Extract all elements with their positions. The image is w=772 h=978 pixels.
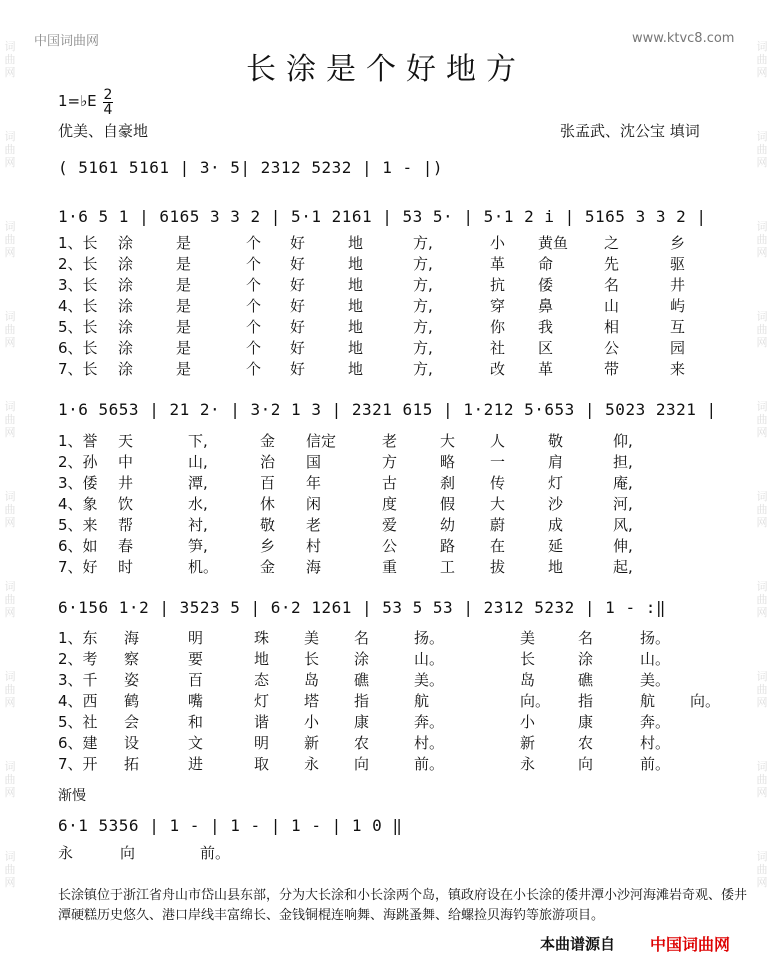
lyric-cell: 革 — [538, 360, 554, 378]
lyric-cell: 老 — [382, 432, 398, 450]
lyric-cell: 我 — [538, 318, 554, 336]
lyric-cell: 驱 — [670, 255, 686, 273]
lyric-cell: 在 — [490, 537, 506, 555]
lyric-cell: 年 — [306, 474, 322, 492]
lyric-cell: 方, — [413, 318, 433, 336]
lyric-cell: 和 — [188, 713, 204, 731]
lyric-cell: 先 — [604, 255, 620, 273]
lyric-cell: 涂 — [578, 650, 594, 668]
lyric-row — [58, 753, 738, 775]
lyric-cell: 山。 — [640, 650, 671, 668]
lyric-cell: 3、倭 — [58, 474, 98, 492]
lyric-cell: 礁 — [578, 671, 594, 689]
lyric-cell: 一 — [490, 453, 506, 471]
lyric-cell: 2、长 — [58, 255, 98, 273]
lyric-cell: 扬。 — [640, 629, 671, 647]
watermark-glyph: 词 曲 网 — [4, 130, 16, 169]
watermark-glyph: 词 曲 网 — [4, 220, 16, 259]
lyric-cell: 设 — [124, 734, 140, 752]
lyric-cell: 个 — [246, 297, 262, 315]
lyric-cell: 航 — [414, 692, 430, 710]
lyric-row — [58, 472, 738, 494]
lyric-cell: 爱 — [382, 516, 398, 534]
lyric-cell: 黄鱼 — [538, 234, 569, 252]
lyric-cell: 态 — [254, 671, 270, 689]
lyric-cell: 塔 — [304, 692, 320, 710]
lyric-cell: 你 — [490, 318, 506, 336]
lyric-cell: 好 — [290, 297, 306, 315]
lyric-cell: 美。 — [414, 671, 445, 689]
lyric-cell: 1、誉 — [58, 432, 98, 450]
lyric-cell: 区 — [538, 339, 554, 357]
lyric-cell: 好 — [290, 255, 306, 273]
notation-line-1: 1·6 5 1 | 6165 3 3 2 | 5·1 2161 | 53 5· | 5·1 2 i | 5165 3 3 2 | — [58, 207, 707, 226]
key-signature: 1=♭E — [58, 92, 97, 110]
lyric-cell: 之 — [604, 234, 620, 252]
lyric-cell: 嘴 — [188, 692, 204, 710]
lyric-cell: 美。 — [640, 671, 671, 689]
lyric-cell: 美 — [520, 629, 536, 647]
lyric-cell: 是 — [176, 339, 192, 357]
lyric-cell: 航 — [640, 692, 656, 710]
lyric-cell: 康 — [354, 713, 370, 731]
lyric-cell: 园 — [670, 339, 686, 357]
lyric-cell: 信定 — [306, 432, 337, 450]
lyric-cell: 大 — [440, 432, 456, 450]
lyric-cell: 带 — [604, 360, 620, 378]
lyric-cell: 成 — [548, 516, 564, 534]
lyric-cell: 仰, — [613, 432, 633, 450]
lyric-cell: 相 — [604, 318, 620, 336]
lyric-cell: 工 — [440, 558, 456, 576]
lyric-cell: 水, — [188, 495, 208, 513]
watermark-glyph: 词 曲 网 — [756, 310, 768, 349]
lyric-cell: 井 — [118, 474, 134, 492]
lyric-cell: 岛 — [520, 671, 536, 689]
lyric-row — [58, 669, 738, 691]
lyric-cell: 传 — [490, 474, 506, 492]
lyric-row — [58, 493, 738, 515]
lyric-cell: 村。 — [640, 734, 671, 752]
lyric-cell: 方, — [413, 297, 433, 315]
lyric-cell: 沙 — [548, 495, 564, 513]
lyric-cell: 革 — [490, 255, 506, 273]
lyric-cell: 治 — [260, 453, 276, 471]
lyric-cell: 公 — [604, 339, 620, 357]
lyric-cell: 命 — [538, 255, 554, 273]
lyric-cell: 3、长 — [58, 276, 98, 294]
lyric-cell: 扬。 — [414, 629, 445, 647]
lyric-cell: 地 — [348, 339, 364, 357]
lyric-cell: 拓 — [124, 755, 140, 773]
lyric-cell: 倭 — [538, 276, 554, 294]
lyric-cell: 井 — [670, 276, 686, 294]
watermark-glyph: 词 曲 网 — [756, 40, 768, 79]
lyric-cell: 灯 — [548, 474, 564, 492]
lyric-row — [58, 514, 738, 536]
lyric-cell: 是 — [176, 276, 192, 294]
lyric-cell: 刹 — [440, 474, 456, 492]
lyric-row — [58, 451, 738, 473]
lyric-cell: 敬 — [260, 516, 276, 534]
lyric-cell: 4、西 — [58, 692, 98, 710]
lyric-cell: 是 — [176, 255, 192, 273]
lyric-cell: 金 — [260, 432, 276, 450]
lyric-cell: 方, — [413, 234, 433, 252]
lyric-cell: 永 — [520, 755, 536, 773]
watermark-glyph: 词 曲 网 — [756, 490, 768, 529]
lyric-row — [58, 535, 738, 557]
lyric-cell: 伸, — [613, 537, 633, 555]
lyric-cell: 个 — [246, 339, 262, 357]
lyric-cell: 个 — [246, 276, 262, 294]
lyric-cell: 长 — [304, 650, 320, 668]
watermark-glyph: 词 曲 网 — [4, 310, 16, 349]
lyric-cell: 老 — [306, 516, 322, 534]
lyric-cell: 永 — [304, 755, 320, 773]
lyric-cell: 鼻 — [538, 297, 554, 315]
lyric-cell: 金 — [260, 558, 276, 576]
watermark-glyph: 词 曲 网 — [4, 670, 16, 709]
lyric-cell: 察 — [124, 650, 140, 668]
lyric-cell: 6、长 — [58, 339, 98, 357]
lyric-cell: 向 — [354, 755, 370, 773]
lyric-cell: 担, — [613, 453, 633, 471]
lyric-cell: 改 — [490, 360, 506, 378]
lyric-cell: 指 — [578, 692, 594, 710]
lyric-cell: 帮 — [118, 516, 134, 534]
lyric-cell: 天 — [118, 432, 134, 450]
watermark-glyph: 词 曲 网 — [4, 760, 16, 799]
lyric-cell: 涂 — [118, 234, 134, 252]
lyric-cell: 会 — [124, 713, 140, 731]
lyric-cell: 2、孙 — [58, 453, 98, 471]
lyric-cell: 略 — [440, 453, 456, 471]
lyric-cell: 指 — [354, 692, 370, 710]
lyric-cell: 涂 — [118, 360, 134, 378]
lyric-cell: 潭, — [188, 474, 208, 492]
lyric-row — [58, 430, 738, 452]
lyric-cell: 是 — [176, 297, 192, 315]
tempo-mark: 渐慢 — [58, 788, 86, 804]
expression-mark: 优美、自豪地 — [58, 122, 149, 140]
lyric-cell: 方, — [413, 339, 433, 357]
lyric-cell: 方 — [382, 453, 398, 471]
lyric-cell: 明 — [188, 629, 204, 647]
lyric-cell: 珠 — [254, 629, 270, 647]
lyric-cell: 地 — [254, 650, 270, 668]
lyric-cell: 个 — [246, 318, 262, 336]
lyric-cell: 度 — [382, 495, 398, 513]
lyric-cell: 时 — [118, 558, 134, 576]
lyric-cell: 名 — [578, 629, 594, 647]
lyric-row — [58, 627, 738, 649]
ending-lyric-2: 向 — [120, 844, 136, 862]
lyric-cell: 互 — [670, 318, 686, 336]
notation-line-3: 6·156 1·2 | 3523 5 | 6·2 1261 | 53 5 53 | 2312 5232 | 1 - :‖ — [58, 598, 666, 617]
lyric-cell: 河, — [613, 495, 633, 513]
watermark-glyph: 词 曲 网 — [756, 130, 768, 169]
lyric-cell: 涂 — [118, 276, 134, 294]
lyric-cell: 个 — [246, 360, 262, 378]
lyric-cell: 山 — [604, 297, 620, 315]
lyric-cell: 笋, — [188, 537, 208, 555]
lyric-cell: 好 — [290, 339, 306, 357]
lyric-cell: 5、长 — [58, 318, 98, 336]
lyric-cell: 个 — [246, 234, 262, 252]
lyric-row — [58, 711, 738, 733]
lyric-cell: 文 — [188, 734, 204, 752]
lyric-cell: 向。 — [690, 692, 721, 710]
lyric-cell: 山。 — [414, 650, 445, 668]
lyric-cell: 涂 — [118, 318, 134, 336]
lyric-row — [58, 274, 738, 296]
lyric-cell: 7、开 — [58, 755, 98, 773]
lyric-cell: 向。 — [520, 692, 551, 710]
lyric-cell: 屿 — [670, 297, 686, 315]
lyric-row — [58, 358, 738, 380]
lyric-cell: 路 — [440, 537, 456, 555]
watermark-glyph: 词 曲 网 — [4, 40, 16, 79]
lyric-cell: 中 — [118, 453, 134, 471]
lyric-cell: 地 — [348, 255, 364, 273]
footer-note: 长涂镇位于浙江省舟山市岱山县东部，分为大长涂和小长涂两个岛，镇政府设在小长涂的倭井潭小沙河海滩岩奇观、倭井潭硬糕历史悠久、港口岸线丰富绵长、金钱铜棍连响舞、海跳蚤舞、给螺捡贝海钓等旅游项目。 — [58, 888, 748, 923]
lyric-cell: 来 — [670, 360, 686, 378]
watermark-glyph: 词 曲 网 — [4, 400, 16, 439]
lyric-cell: 前。 — [640, 755, 671, 773]
lyric-cell: 衬, — [188, 516, 208, 534]
lyric-cell: 幼 — [440, 516, 456, 534]
lyric-cell: 饮 — [118, 495, 134, 513]
site-url-right: www.ktvc8.com — [632, 31, 735, 46]
lyric-cell: 7、长 — [58, 360, 98, 378]
watermark-glyph: 词 曲 网 — [4, 490, 16, 529]
lyricist-credit: 张孟武、沈公宝 填词 — [560, 122, 700, 140]
lyric-cell: 6、如 — [58, 537, 98, 555]
lyric-cell: 4、象 — [58, 495, 98, 513]
lyric-cell: 新 — [520, 734, 536, 752]
lyric-cell: 美 — [304, 629, 320, 647]
lyric-cell: 海 — [124, 629, 140, 647]
lyric-cell: 闲 — [306, 495, 322, 513]
lyric-cell: 明 — [254, 734, 270, 752]
lyric-cell: 新 — [304, 734, 320, 752]
ending-lyric-1: 永 — [58, 844, 74, 862]
lyric-cell: 抗 — [490, 276, 506, 294]
lyric-cell: 3、千 — [58, 671, 98, 689]
watermark-glyph: 词 曲 网 — [4, 580, 16, 619]
lyric-cell: 百 — [260, 474, 276, 492]
lyric-cell: 是 — [176, 234, 192, 252]
lyric-cell: 海 — [306, 558, 322, 576]
lyric-cell: 人 — [490, 432, 506, 450]
watermark-glyph: 词 曲 网 — [4, 850, 16, 889]
lyric-cell: 奔。 — [414, 713, 445, 731]
lyric-cell: 山, — [188, 453, 208, 471]
meter-bottom: 4 — [103, 102, 113, 118]
lyric-cell: 要 — [188, 650, 204, 668]
watermark-glyph: 词 曲 网 — [756, 760, 768, 799]
lyric-cell: 2、考 — [58, 650, 98, 668]
lyric-cell: 好 — [290, 276, 306, 294]
ending-lyric-3: 前。 — [200, 844, 231, 862]
lyric-cell: 敬 — [548, 432, 564, 450]
lyric-cell: 农 — [354, 734, 370, 752]
lyric-cell: 名 — [604, 276, 620, 294]
lyric-cell: 乡 — [260, 537, 276, 555]
lyric-cell: 风, — [613, 516, 633, 534]
lyric-row — [58, 232, 738, 254]
lyric-cell: 4、长 — [58, 297, 98, 315]
notation-line-4: 6·1 5356 | 1 - | 1 - | 1 - | 1 0 ‖ — [58, 816, 403, 835]
lyric-cell: 地 — [348, 297, 364, 315]
lyric-cell: 地 — [348, 234, 364, 252]
watermark-glyph: 词 曲 网 — [756, 400, 768, 439]
lyric-cell: 村 — [306, 537, 322, 555]
lyric-cell: 小 — [304, 713, 320, 731]
site-name-left: 中国词曲网 — [34, 34, 100, 49]
lyric-cell: 地 — [548, 558, 564, 576]
lyric-cell: 姿 — [124, 671, 140, 689]
lyric-row — [58, 253, 738, 275]
lyric-cell: 岛 — [304, 671, 320, 689]
lyric-cell: 向 — [578, 755, 594, 773]
lyric-cell: 是 — [176, 318, 192, 336]
lyric-cell: 灯 — [254, 692, 270, 710]
lyric-cell: 鹤 — [124, 692, 140, 710]
lyric-cell: 5、来 — [58, 516, 98, 534]
lyric-cell: 休 — [260, 495, 276, 513]
lyric-cell: 名 — [354, 629, 370, 647]
lyric-cell: 地 — [348, 360, 364, 378]
notation-line-2: 1·6 5653 | 21 2· | 3·2 1 3 | 2321 615 | 1·212 5·653 | 5023 2321 | — [58, 400, 717, 419]
lyric-cell: 重 — [382, 558, 398, 576]
lyric-cell: 谐 — [254, 713, 270, 731]
lyric-cell: 小 — [490, 234, 506, 252]
lyric-cell: 长 — [520, 650, 536, 668]
lyric-cell: 奔。 — [640, 713, 671, 731]
lyric-cell: 取 — [254, 755, 270, 773]
lyric-cell: 好 — [290, 318, 306, 336]
lyric-cell: 7、好 — [58, 558, 98, 576]
lyric-cell: 大 — [490, 495, 506, 513]
lyric-cell: 下, — [188, 432, 208, 450]
lyric-row — [58, 316, 738, 338]
watermark-glyph: 词 曲 网 — [756, 850, 768, 889]
meter-top: 2 — [103, 87, 113, 103]
lyric-cell: 延 — [548, 537, 564, 555]
lyric-cell: 方, — [413, 360, 433, 378]
lyric-cell: 公 — [382, 537, 398, 555]
lyric-cell: 是 — [176, 360, 192, 378]
lyric-row — [58, 732, 738, 754]
source-label: 本曲谱源自 — [540, 935, 616, 953]
lyric-cell: 地 — [348, 276, 364, 294]
lyric-cell: 古 — [382, 474, 398, 492]
song-title: 长涂是个好地方 — [246, 52, 526, 87]
lyric-cell: 方, — [413, 255, 433, 273]
source-site[interactable]: 中国词曲网 — [650, 935, 731, 954]
notation-line-intro: ( 5161 5161 | 3· 5| 2312 5232 | 1 - |) — [58, 158, 444, 177]
lyric-cell: 蔚 — [490, 516, 506, 534]
lyric-cell: 涂 — [354, 650, 370, 668]
lyric-cell: 前。 — [414, 755, 445, 773]
lyric-cell: 进 — [188, 755, 204, 773]
lyric-cell: 6、建 — [58, 734, 98, 752]
lyric-row — [58, 648, 738, 670]
lyric-cell: 村。 — [414, 734, 445, 752]
lyric-row — [58, 556, 738, 578]
lyric-cell: 乡 — [670, 234, 686, 252]
lyric-cell: 拔 — [490, 558, 506, 576]
lyric-cell: 穿 — [490, 297, 506, 315]
lyric-cell: 5、社 — [58, 713, 98, 731]
lyric-cell: 国 — [306, 453, 322, 471]
lyric-row — [58, 337, 738, 359]
lyric-cell: 好 — [290, 234, 306, 252]
lyric-cell: 1、长 — [58, 234, 98, 252]
watermark-glyph: 词 曲 网 — [756, 220, 768, 259]
lyric-cell: 涂 — [118, 255, 134, 273]
lyric-cell: 方, — [413, 276, 433, 294]
lyric-cell: 假 — [440, 495, 456, 513]
lyric-cell: 1、东 — [58, 629, 98, 647]
lyric-cell: 社 — [490, 339, 506, 357]
lyric-cell: 康 — [578, 713, 594, 731]
lyric-row — [58, 295, 738, 317]
lyric-cell: 起, — [613, 558, 633, 576]
lyric-cell: 好 — [290, 360, 306, 378]
lyric-cell: 小 — [520, 713, 536, 731]
lyric-cell: 地 — [348, 318, 364, 336]
lyric-cell: 机。 — [188, 558, 219, 576]
lyric-cell: 百 — [188, 671, 204, 689]
lyric-cell: 礁 — [354, 671, 370, 689]
lyric-cell: 庵, — [613, 474, 633, 492]
watermark-glyph: 词 曲 网 — [756, 580, 768, 619]
lyric-cell: 农 — [578, 734, 594, 752]
lyric-cell: 涂 — [118, 339, 134, 357]
lyric-cell: 涂 — [118, 297, 134, 315]
time-signature — [103, 88, 113, 117]
lyric-cell: 个 — [246, 255, 262, 273]
lyric-cell: 肩 — [548, 453, 564, 471]
lyric-cell: 春 — [118, 537, 134, 555]
lyric-row — [58, 690, 738, 712]
watermark-glyph: 词 曲 网 — [756, 670, 768, 709]
